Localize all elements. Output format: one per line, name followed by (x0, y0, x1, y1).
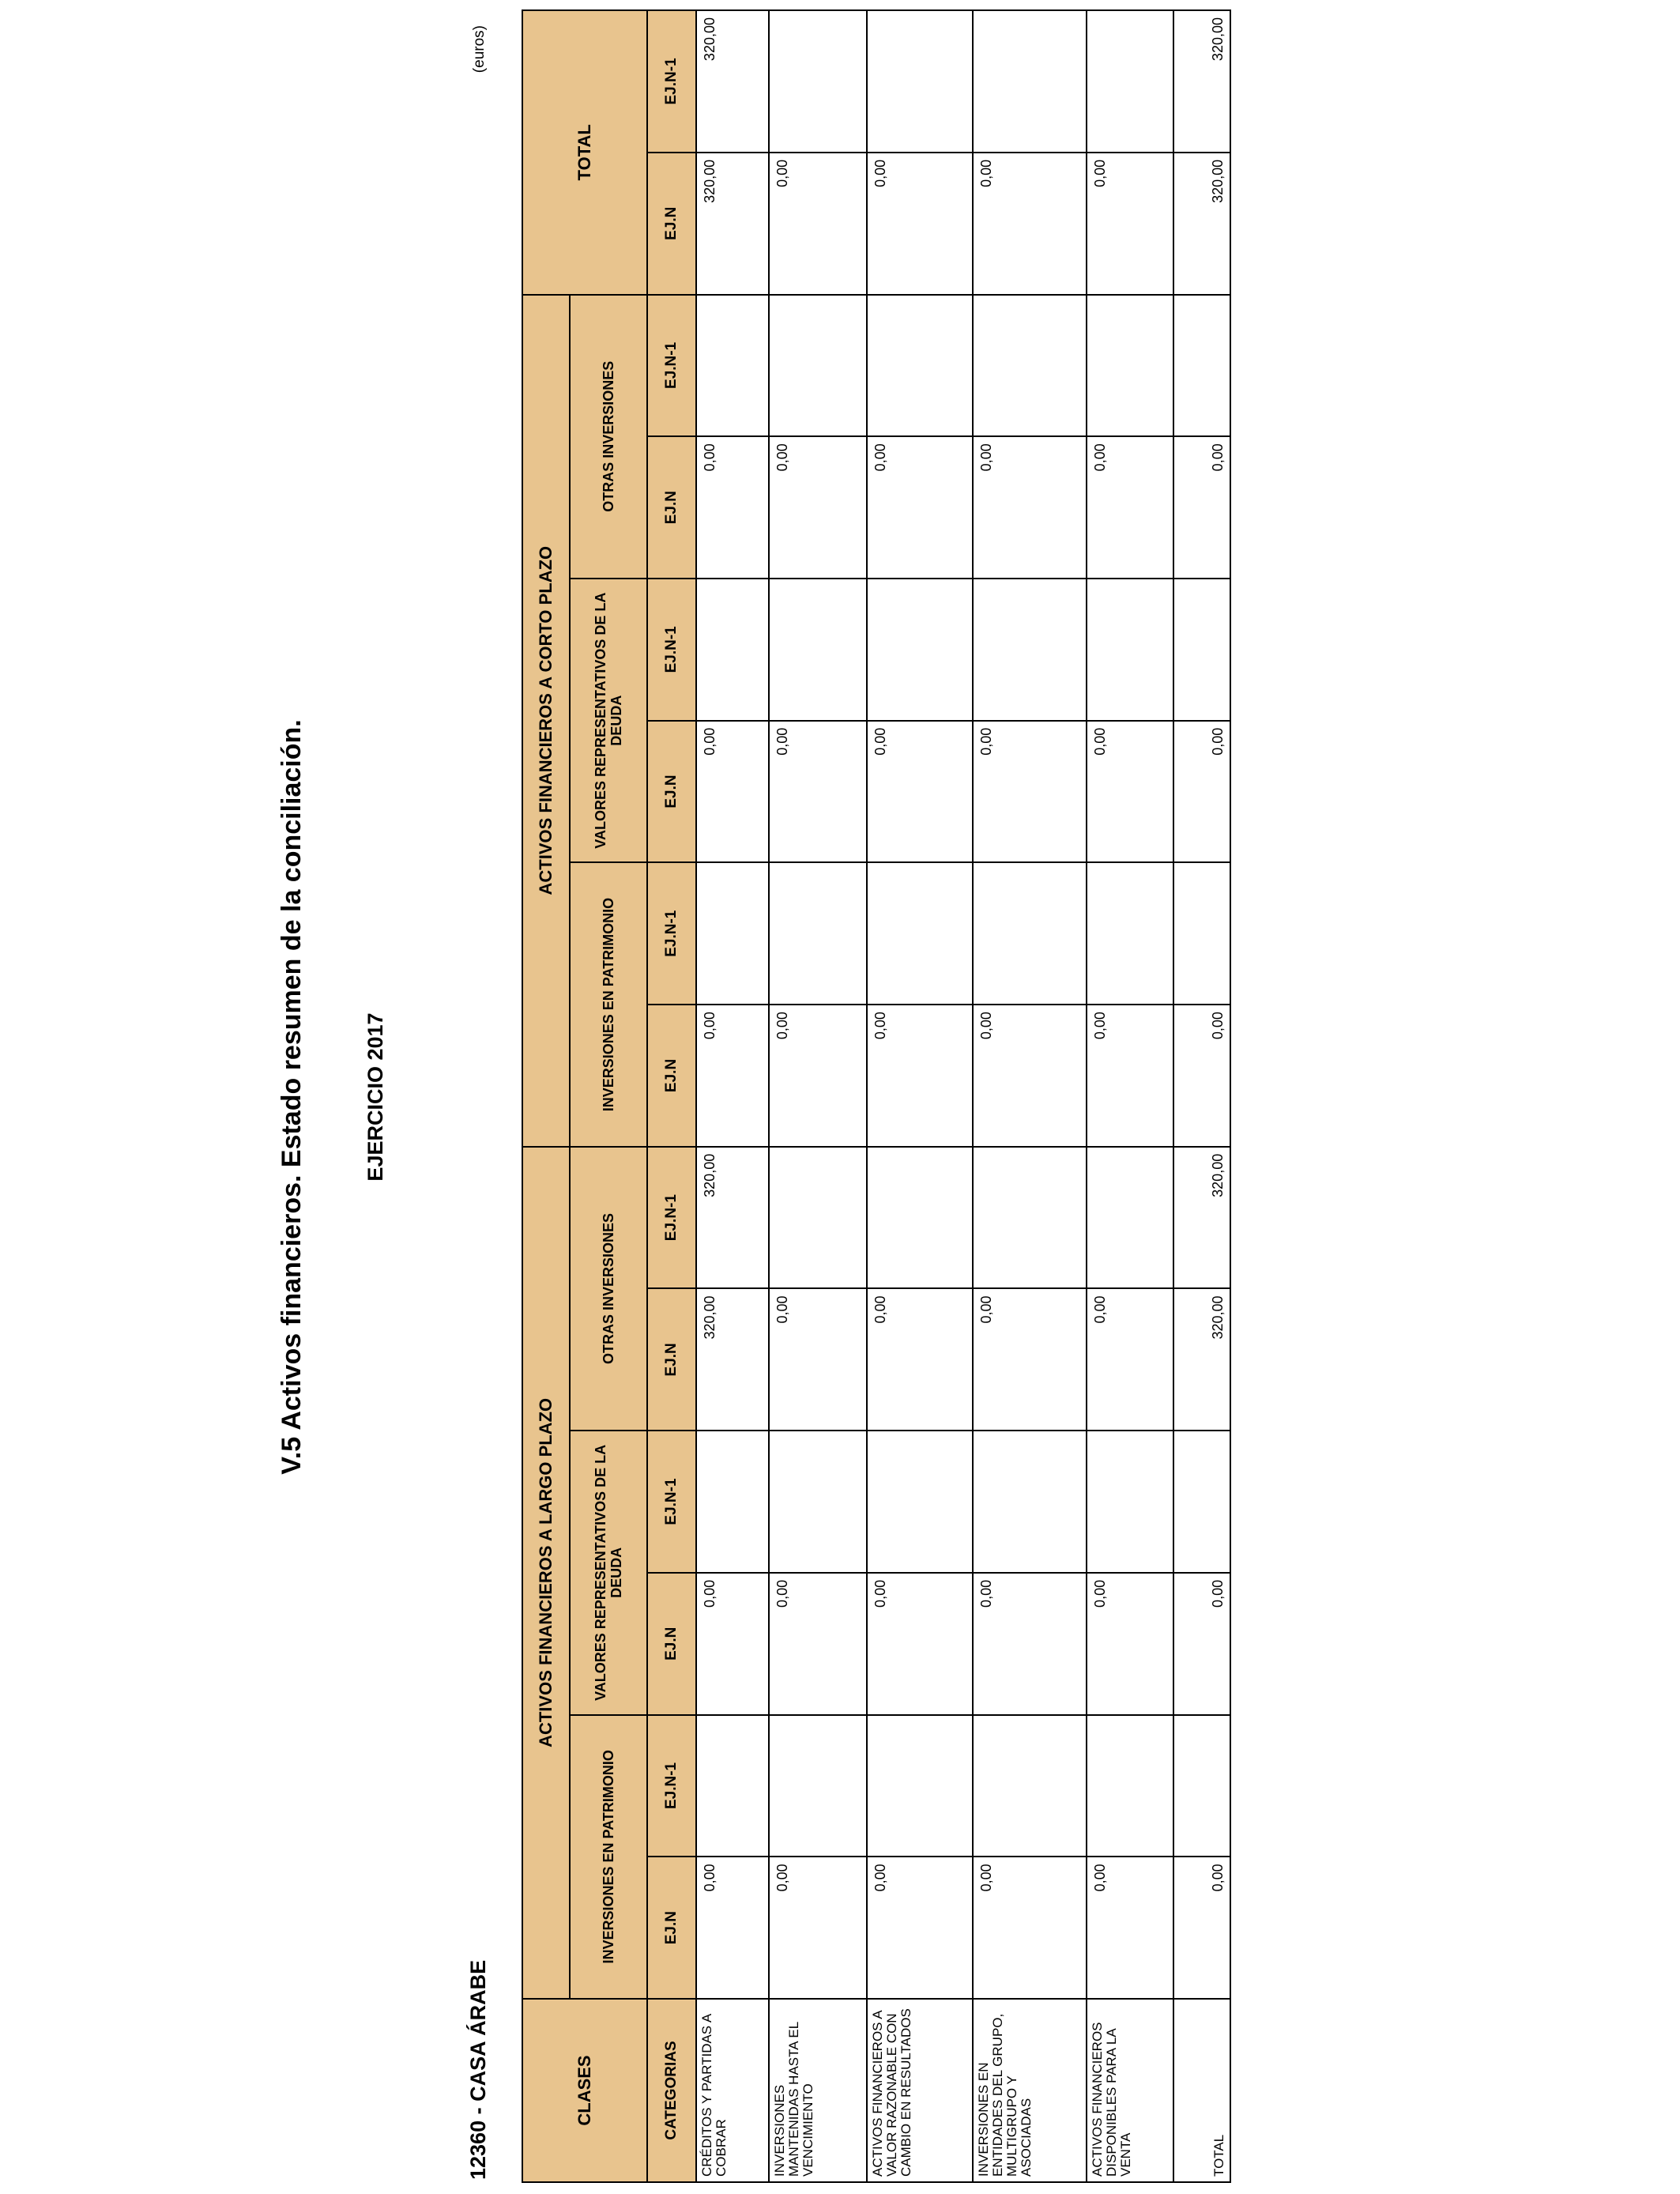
table-row (1087, 10, 1173, 2182)
value-cell (1173, 1715, 1230, 1857)
value-cell (1173, 579, 1230, 721)
header-ej-n: EJ.N (647, 721, 696, 863)
value-cell: 0,00 (1087, 721, 1173, 863)
value-cell: 0,00 (696, 1857, 769, 1999)
header-ej-n1: EJ.N-1 (647, 1431, 696, 1573)
value-cell: 0,00 (769, 1573, 867, 1715)
value-cell (696, 1715, 769, 1857)
value-cell: 0,00 (769, 1857, 867, 1999)
value-cell (769, 1715, 867, 1857)
header-ej-n: EJ.N (647, 1857, 696, 1999)
value-cell (867, 1147, 973, 1289)
value-cell (1087, 862, 1173, 1005)
value-cell (973, 10, 1087, 153)
value-cell: 0,00 (696, 1005, 769, 1147)
header-lp-valores-deuda: VALORES REPRESENTATIVOS DE LA DEUDA (570, 1431, 647, 1714)
header-ej-n: EJ.N (647, 1288, 696, 1431)
header-ej-n1: EJ.N-1 (647, 579, 696, 721)
value-cell (696, 1431, 769, 1573)
value-cell: 0,00 (867, 1005, 973, 1147)
header-cp-inv-patrimonio: INVERSIONES EN PATRIMONIO (570, 862, 647, 1146)
header-cp-valores-deuda: VALORES REPRESENTATIVOS DE LA DEUDA (570, 579, 647, 862)
value-cell: 0,00 (769, 721, 867, 863)
value-cell: 0,00 (1087, 1573, 1173, 1715)
table-row (973, 10, 1087, 2182)
value-cell (1173, 295, 1230, 437)
category-cell: CRÉDITOS Y PARTIDAS A COBRAR (696, 1999, 769, 2182)
value-cell: 0,00 (769, 1288, 867, 1431)
header-ej-n1: EJ.N-1 (647, 1715, 696, 1857)
value-cell: 0,00 (1173, 1005, 1230, 1147)
value-cell (973, 1715, 1087, 1857)
value-cell: 0,00 (973, 1857, 1087, 1999)
value-cell: 0,00 (973, 1005, 1087, 1147)
value-cell (1087, 579, 1173, 721)
header-ej-n1: EJ.N-1 (647, 295, 696, 437)
value-cell (1087, 1715, 1173, 1857)
value-cell (696, 295, 769, 437)
table-row (867, 10, 973, 2182)
table-body (696, 10, 1230, 2182)
value-cell (973, 579, 1087, 721)
header-clases: CLASES (522, 1999, 647, 2182)
value-cell (1173, 1431, 1230, 1573)
value-cell (1087, 1431, 1173, 1573)
value-cell (1087, 10, 1173, 153)
value-cell: 0,00 (769, 153, 867, 295)
value-cell: 320,00 (1173, 1147, 1230, 1289)
value-cell: 320,00 (696, 10, 769, 153)
value-cell: 0,00 (973, 436, 1087, 579)
value-cell: 320,00 (696, 1288, 769, 1431)
value-cell (769, 862, 867, 1005)
exercise-label: EJERCICIO 2017 (363, 1012, 387, 1182)
value-cell: 0,00 (1087, 153, 1173, 295)
header-ej-n1: EJ.N-1 (647, 862, 696, 1005)
value-cell: 0,00 (769, 436, 867, 579)
value-cell (769, 10, 867, 153)
value-cell: 0,00 (1087, 1288, 1173, 1431)
value-cell: 0,00 (696, 1573, 769, 1715)
value-cell (1173, 862, 1230, 1005)
value-cell: 0,00 (1087, 1005, 1173, 1147)
header-lp-inv-patrimonio: INVERSIONES EN PATRIMONIO (570, 1715, 647, 1999)
value-cell: 0,00 (696, 721, 769, 863)
value-cell (769, 1431, 867, 1573)
value-cell (867, 10, 973, 153)
value-cell: 0,00 (867, 153, 973, 295)
value-cell: 0,00 (696, 436, 769, 579)
header-ej-n: EJ.N (647, 1005, 696, 1147)
page-title: V.5 Activos financieros. Estado resumen de la conciliación. (277, 719, 307, 1475)
value-cell: 0,00 (1173, 721, 1230, 863)
total-label: TOTAL (1173, 1999, 1230, 2182)
value-cell: 0,00 (867, 721, 973, 863)
header-largo-plazo: ACTIVOS FINANCIEROS A LARGO PLAZO (522, 1147, 570, 1999)
value-cell: 320,00 (696, 153, 769, 295)
header-ej-n: EJ.N (647, 153, 696, 295)
value-cell (867, 579, 973, 721)
value-cell: 320,00 (1173, 153, 1230, 295)
value-cell: 0,00 (867, 436, 973, 579)
value-cell (973, 862, 1087, 1005)
category-cell: ACTIVOS FINANCIEROS A VALOR RAZONABLE CON CAMBIO EN RESULTADOS (867, 1999, 973, 2182)
value-cell: 0,00 (1173, 1573, 1230, 1715)
value-cell: 0,00 (1173, 1857, 1230, 1999)
value-cell (769, 295, 867, 437)
reconciliation-table (522, 9, 1231, 2183)
value-cell: 320,00 (1173, 1288, 1230, 1431)
value-cell (867, 862, 973, 1005)
value-cell: 0,00 (867, 1857, 973, 1999)
value-cell: 0,00 (1173, 436, 1230, 579)
value-cell (973, 1147, 1087, 1289)
value-cell (1087, 295, 1173, 437)
value-cell (867, 1431, 973, 1573)
value-cell: 0,00 (867, 1573, 973, 1715)
entity-name: 12360 - CASA ÁRABE (466, 1959, 490, 2180)
table-row (696, 10, 769, 2182)
value-cell (973, 1431, 1087, 1573)
value-cell: 0,00 (1087, 1857, 1173, 1999)
header-corto-plazo: ACTIVOS FINANCIEROS A CORTO PLAZO (522, 295, 570, 1147)
value-cell (769, 579, 867, 721)
category-cell: ACTIVOS FINANCIEROS DISPONIBLES PARA LA VENTA (1087, 1999, 1173, 2182)
total-row (1173, 10, 1230, 2182)
value-cell: 0,00 (1087, 436, 1173, 579)
value-cell (867, 1715, 973, 1857)
value-cell: 0,00 (973, 721, 1087, 863)
header-lp-otras-inversiones: OTRAS INVERSIONES (570, 1147, 647, 1431)
header-ej-n: EJ.N (647, 436, 696, 579)
value-cell: 0,00 (973, 1573, 1087, 1715)
value-cell: 0,00 (769, 1005, 867, 1147)
value-cell (696, 862, 769, 1005)
value-cell (973, 295, 1087, 437)
value-cell (867, 295, 973, 437)
value-cell (1087, 1147, 1173, 1289)
header-ej-n1: EJ.N-1 (647, 10, 696, 153)
unit-label: (euros) (471, 25, 488, 74)
category-cell: INVERSIONES MANTENIDAS HASTA EL VENCIMIENTO (769, 1999, 867, 2182)
header-ej-n1: EJ.N-1 (647, 1147, 696, 1289)
value-cell: 0,00 (867, 1288, 973, 1431)
value-cell: 320,00 (696, 1147, 769, 1289)
header-categorias: CATEGORIAS (647, 1999, 696, 2182)
value-cell (769, 1147, 867, 1289)
header-total: TOTAL (522, 10, 647, 295)
category-cell: INVERSIONES EN ENTIDADES DEL GRUPO, MULTIGRUPO Y ASOCIADAS (973, 1999, 1087, 2182)
header-ej-n: EJ.N (647, 1573, 696, 1715)
value-cell (696, 579, 769, 721)
header-cp-otras-inversiones: OTRAS INVERSIONES (570, 295, 647, 579)
value-cell: 320,00 (1173, 10, 1230, 153)
table-row (769, 10, 867, 2182)
value-cell: 0,00 (973, 1288, 1087, 1431)
value-cell: 0,00 (973, 153, 1087, 295)
